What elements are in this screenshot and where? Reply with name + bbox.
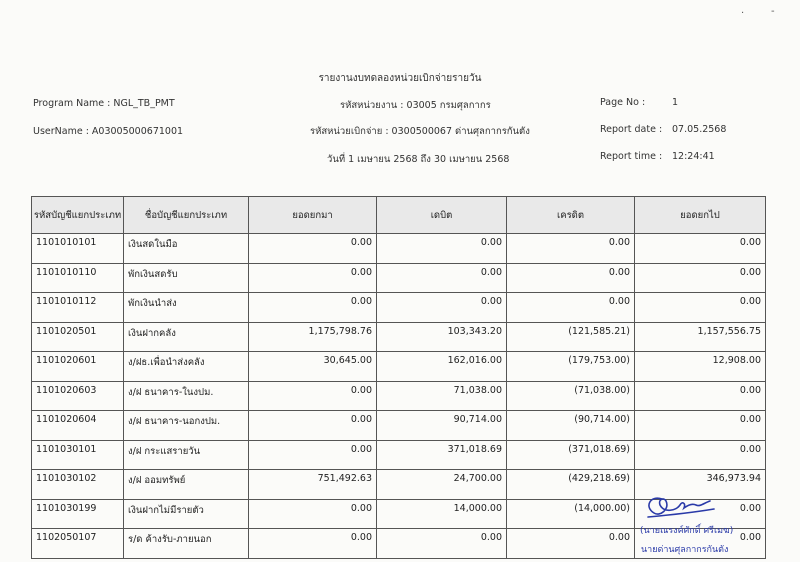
credit: (14,000.00) [507, 499, 635, 529]
account-name: พักเงินนำส่ง [124, 293, 249, 323]
credit: 0.00 [507, 293, 635, 323]
report-time-label: Report time : [600, 151, 663, 162]
table-row [32, 234, 766, 264]
debit: 0.00 [377, 263, 507, 293]
debit: 0.00 [377, 234, 507, 264]
opening-balance: 0.00 [249, 293, 377, 323]
account-code: 1101030102 [32, 470, 124, 500]
account-name: เงินฝากคลัง [124, 322, 249, 352]
agency-code: รหัสหน่วยงาน : 03005 กรมศุลกากร [340, 100, 491, 111]
closing-balance: 0.00 [635, 499, 766, 529]
col-header-account-code: รหัสบัญชีแยกประเภท [32, 197, 124, 234]
closing-balance: 0.00 [635, 529, 766, 559]
table-row [32, 381, 766, 411]
credit: 0.00 [507, 234, 635, 264]
opening-balance: 0.00 [249, 529, 377, 559]
account-name: ง/ฝ ธนาคาร-ในงปม. [124, 381, 249, 411]
handwritten-signature [640, 491, 720, 527]
debit: 90,714.00 [377, 411, 507, 441]
account-code: 1101010112 [32, 293, 124, 323]
debit: 162,016.00 [377, 352, 507, 382]
debit: 103,343.20 [377, 322, 507, 352]
table-row [32, 293, 766, 323]
col-header-closing-balance: ยอดยกไป [635, 197, 766, 234]
disbursement-unit: รหัสหน่วยเบิกจ่าย : 0300500067 ด่านศุลกากรกันตัง [310, 126, 530, 137]
debit: 24,700.00 [377, 470, 507, 500]
account-code: 1101020601 [32, 352, 124, 382]
account-name: เงินฝากไม่มีรายตัว [124, 499, 249, 529]
debit: 14,000.00 [377, 499, 507, 529]
account-name: พักเงินสดรับ [124, 263, 249, 293]
credit: (71,038.00) [507, 381, 635, 411]
credit: (90,714.00) [507, 411, 635, 441]
opening-balance: 0.00 [249, 234, 377, 264]
account-name: ง/ฝ กระแสรายวัน [124, 440, 249, 470]
credit: 0.00 [507, 529, 635, 559]
report-date-value: 07.05.2568 [672, 124, 727, 135]
debit: 371,018.69 [377, 440, 507, 470]
account-code: 1101020604 [32, 411, 124, 441]
opening-balance: 0.00 [249, 440, 377, 470]
opening-balance: 30,645.00 [249, 352, 377, 382]
page-no-value: 1 [672, 97, 679, 108]
account-name: ง/ฝธ.เพื่อนำส่งคลัง [124, 352, 249, 382]
scan-speck: - [771, 6, 775, 17]
opening-balance: 0.00 [249, 381, 377, 411]
account-code: 1101020603 [32, 381, 124, 411]
opening-balance: 0.00 [249, 411, 377, 441]
account-code: 1101010101 [32, 234, 124, 264]
table-row [32, 322, 766, 352]
closing-balance: 346,973.94 [635, 470, 766, 500]
table-row [32, 440, 766, 470]
opening-balance: 1,175,798.76 [249, 322, 377, 352]
credit: (179,753.00) [507, 352, 635, 382]
account-name: ง/ฝ ธนาคาร-นอกงปม. [124, 411, 249, 441]
signer-name: (นายณรงค์ศักดิ์ ศรีเมฆ) [640, 526, 734, 536]
col-header-account-name: ชื่อบัญชีแยกประเภท [124, 197, 249, 234]
report-period: วันที่ 1 เมษายน 2568 ถึง 30 เมษายน 2568 [327, 154, 510, 165]
username: UserName : A03005000671001 [33, 126, 184, 137]
signer-title: นายด่านศุลกากรกันตัง [641, 545, 729, 555]
closing-balance: 1,157,556.75 [635, 322, 766, 352]
account-code: 1101030199 [32, 499, 124, 529]
col-header-credit: เครดิต [507, 197, 635, 234]
closing-balance: 0.00 [635, 440, 766, 470]
closing-balance: 0.00 [635, 381, 766, 411]
credit: (371,018.69) [507, 440, 635, 470]
table-row [32, 352, 766, 382]
opening-balance: 0.00 [249, 263, 377, 293]
account-name: ง/ฝ ออมทรัพย์ [124, 470, 249, 500]
credit: (429,218.69) [507, 470, 635, 500]
account-name: ร/ด ค้างรับ-ภายนอก [124, 529, 249, 559]
report-time-value: 12:24:41 [672, 151, 715, 162]
closing-balance: 0.00 [635, 263, 766, 293]
col-header-opening-balance: ยอดยกมา [249, 197, 377, 234]
col-header-debit: เดบิต [377, 197, 507, 234]
credit: (121,585.21) [507, 322, 635, 352]
report-title: รายงานงบทดลองหน่วยเบิกจ่ายรายวัน [318, 73, 482, 84]
account-name: เงินสดในมือ [124, 234, 249, 264]
debit: 71,038.00 [377, 381, 507, 411]
account-code: 1102050107 [32, 529, 124, 559]
debit: 0.00 [377, 293, 507, 323]
credit: 0.00 [507, 263, 635, 293]
report-date-label: Report date : [600, 124, 663, 135]
table-row [32, 411, 766, 441]
page-no-label: Page No : [600, 97, 646, 108]
scan-speck: · [741, 8, 745, 19]
closing-balance: 0.00 [635, 411, 766, 441]
opening-balance: 0.00 [249, 499, 377, 529]
account-code: 1101030101 [32, 440, 124, 470]
opening-balance: 751,492.63 [249, 470, 377, 500]
closing-balance: 12,908.00 [635, 352, 766, 382]
closing-balance: 0.00 [635, 293, 766, 323]
account-code: 1101020501 [32, 322, 124, 352]
account-code: 1101010110 [32, 263, 124, 293]
debit: 0.00 [377, 529, 507, 559]
program-name: Program Name : NGL_TB_PMT [33, 98, 175, 109]
table-header-row [32, 197, 766, 234]
table-row [32, 263, 766, 293]
closing-balance: 0.00 [635, 234, 766, 264]
